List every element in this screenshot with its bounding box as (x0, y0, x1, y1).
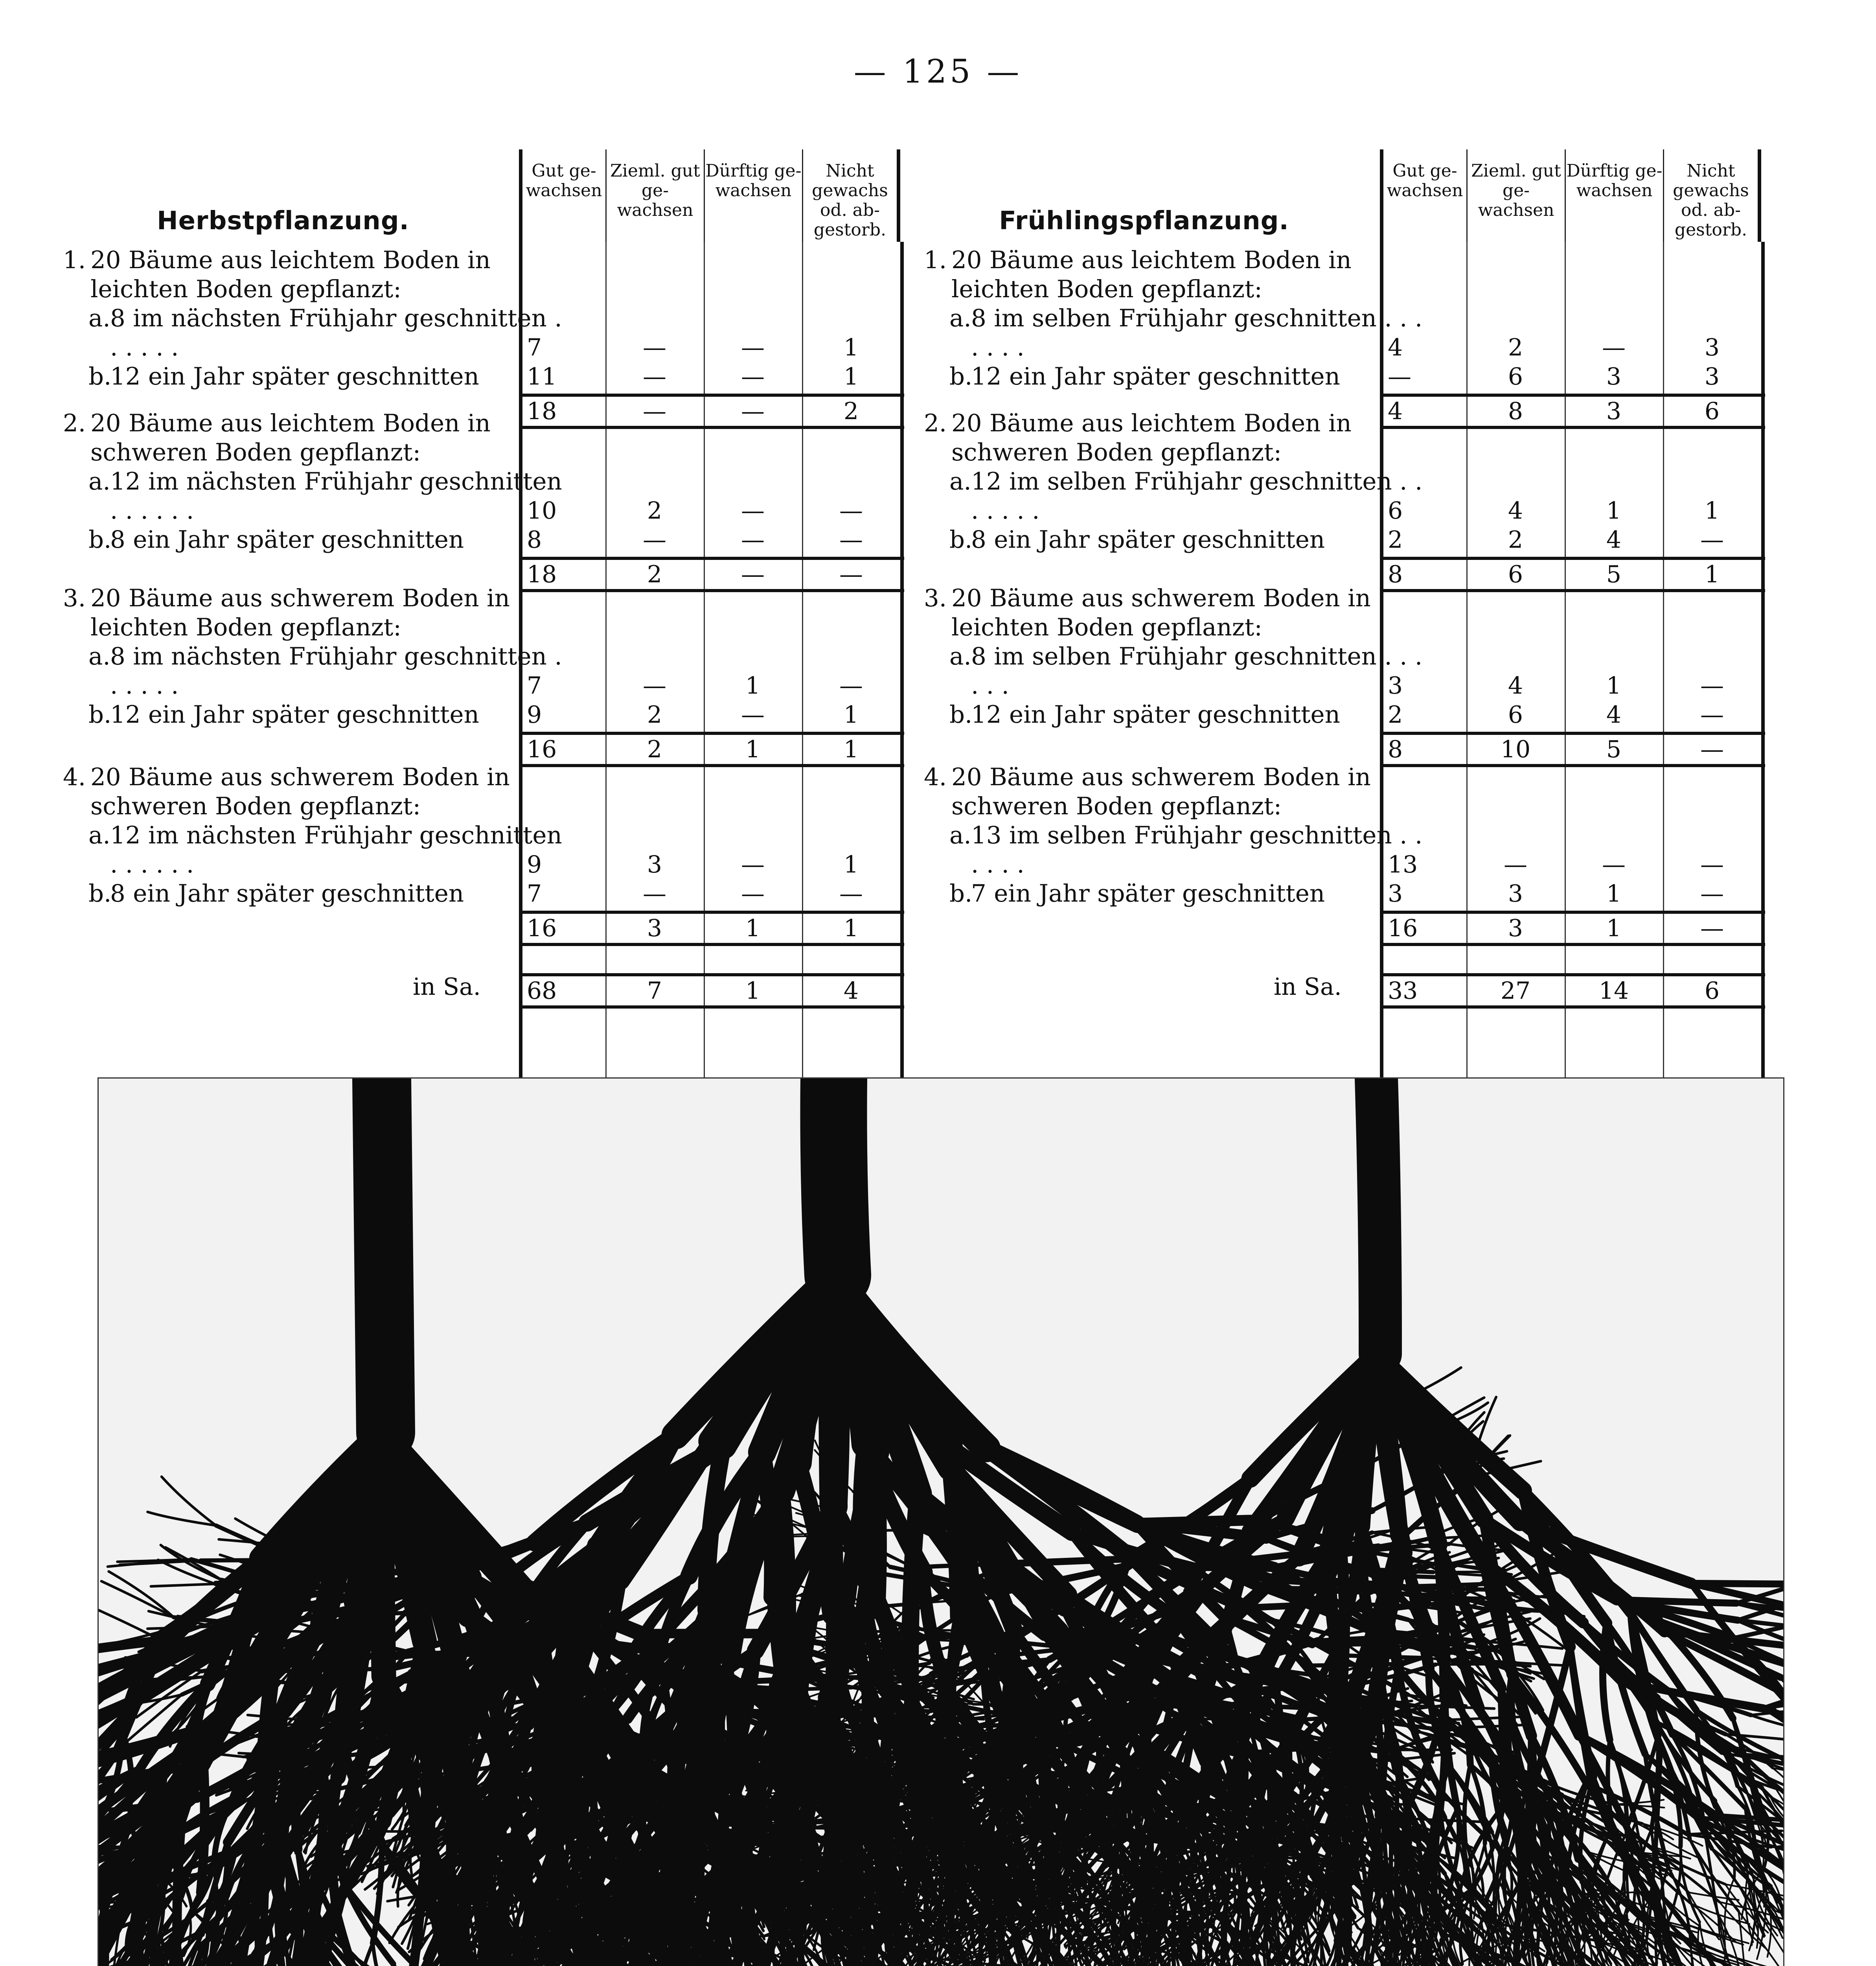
table-group (51, 584, 904, 763)
table-cell: 6 (1508, 363, 1523, 390)
group-text: 20 Bäume aus schwerem Boden in schweren Boden gepflanzt: (951, 763, 1371, 820)
table-cell: 3 (1606, 363, 1622, 390)
table-cell: 4 (1508, 672, 1523, 700)
table-cell: 6 (1388, 497, 1403, 525)
table-cell: — (839, 526, 863, 554)
table-cell: — (741, 363, 765, 390)
table-heading: Herbstpflanzung. (157, 206, 409, 236)
row-values (519, 850, 904, 879)
table-cell: 8 (527, 526, 542, 554)
sum-cell: 2 (843, 398, 859, 425)
sum-cell: 4 (1388, 398, 1403, 425)
row-label: b. (88, 880, 112, 908)
table-cell: 3 (647, 851, 662, 878)
table-cell: 3 (1704, 334, 1720, 361)
table-cell: 2 (1508, 526, 1523, 554)
sum-cell: 10 (1500, 736, 1531, 763)
group-sum-row (1380, 911, 1765, 946)
total-cell: 7 (647, 977, 662, 1005)
row-text: 12 ein Jahr später geschnitten (971, 701, 1340, 729)
table-cell: 1 (843, 701, 859, 729)
table-group (51, 409, 904, 588)
table-group (912, 584, 1765, 763)
row-description (51, 700, 574, 729)
group-sum-row (519, 732, 904, 767)
sum-cell: — (741, 398, 765, 425)
group-title (51, 409, 554, 467)
row-text: 7 ein Jahr später geschnitten (971, 880, 1325, 908)
root-stroke (109, 1572, 174, 1617)
row-values (519, 879, 904, 908)
row-text: 12 ein Jahr später geschnitten (110, 363, 479, 390)
row-text: 8 im selben Frühjahr geschnitten . . . . . . (971, 642, 1423, 700)
table-group (912, 409, 1765, 588)
sum-cell: 18 (527, 561, 557, 588)
table-cell: 1 (1606, 672, 1622, 700)
row-label: b. (949, 880, 973, 908)
group-title (912, 584, 1415, 642)
root-stroke (336, 1613, 406, 1615)
row-description (912, 700, 1435, 729)
col-header-ziemlich: Zieml. gut ge- wachsen (1466, 149, 1565, 242)
table-cell: — (741, 497, 765, 525)
total-row (519, 973, 904, 1009)
sum-cell: 16 (527, 915, 557, 942)
group-title (51, 763, 554, 821)
row-description (51, 879, 574, 908)
row-text: 8 ein Jahr später geschnitten (110, 526, 464, 554)
sum-cell: 3 (647, 915, 662, 942)
sum-cell: 2 (647, 561, 662, 588)
sum-cell: — (741, 561, 765, 588)
table-cell: 1 (1704, 497, 1720, 525)
table-cell: 11 (527, 363, 557, 390)
sum-cell: 6 (1704, 398, 1720, 425)
sum-cell: 3 (1508, 915, 1523, 942)
row-text: 12 im nächsten Frühjahr geschnitten . . . . . . (110, 821, 562, 878)
group-text: 20 Bäume aus leichtem Boden in schweren Boden gepflanzt: (90, 409, 491, 466)
table-cell: 3 (1388, 880, 1403, 908)
sum-cell: 1 (745, 915, 761, 942)
total-cell: 4 (843, 977, 859, 1005)
table-cell: 1 (843, 334, 859, 361)
sum-cell: 1 (843, 915, 859, 942)
group-title (51, 246, 554, 304)
row-description (912, 525, 1435, 554)
group-number: 4. (924, 763, 947, 791)
table-cell: 1 (745, 672, 761, 700)
table-cell: 3 (1508, 880, 1523, 908)
row-values (1380, 850, 1765, 879)
root-system-photograph (97, 1077, 1784, 1966)
root-stroke (679, 1706, 683, 1797)
row-description (51, 362, 574, 391)
sum-cell: 6 (1508, 561, 1523, 588)
group-title (912, 763, 1415, 821)
sum-cell: 16 (1388, 915, 1418, 942)
row-description (51, 304, 574, 362)
row-text: 8 ein Jahr später geschnitten (971, 526, 1325, 554)
table-cell: — (741, 526, 765, 554)
table-group (51, 763, 904, 942)
row-values (1380, 496, 1765, 525)
row-description (51, 467, 574, 525)
table-cell: 9 (527, 851, 542, 878)
group-text: 20 Bäume aus schwerem Boden in schweren Boden gepflanzt: (90, 763, 510, 820)
table-cell: 4 (1388, 334, 1403, 361)
group-text: 20 Bäume aus schwerem Boden in leichten Boden gepflanzt: (90, 584, 510, 641)
total-row (1380, 973, 1765, 1009)
table-cell: 3 (1388, 672, 1403, 700)
col-header-gut: Gut ge- wachsen (519, 149, 605, 242)
row-text: 8 im nächsten Frühjahr geschnitten . . . . . . (110, 304, 562, 361)
group-title (912, 409, 1415, 467)
row-description (912, 879, 1435, 908)
row-label: b. (88, 526, 112, 554)
row-values (1380, 671, 1765, 700)
total-cell: 27 (1500, 977, 1531, 1005)
table-cell: 1 (843, 851, 859, 878)
col-header-nicht: Nicht gewachs od. ab- gestorb. (1663, 149, 1761, 242)
row-values (519, 700, 904, 729)
row-text: 8 im nächsten Frühjahr geschnitten . . . . . . (110, 642, 562, 700)
sum-cell: 2 (647, 736, 662, 763)
sum-cell: 1 (745, 736, 761, 763)
sum-cell: 1 (1606, 915, 1622, 942)
table-cell: 2 (647, 497, 662, 525)
total-cell: 14 (1598, 977, 1629, 1005)
group-number: 3. (63, 584, 86, 612)
table-group (51, 246, 904, 425)
table-cell: — (643, 526, 666, 554)
table-cell: 4 (1606, 701, 1622, 729)
table-cell: — (839, 497, 863, 525)
sum-cell: 3 (1606, 398, 1622, 425)
group-number: 2. (63, 409, 86, 437)
col-header-duerftig: Dürftig ge- wachsen (1565, 149, 1663, 242)
root-stroke (393, 1964, 424, 1966)
row-description (51, 821, 574, 879)
row-text: 12 im nächsten Frühjahr geschnitten . . . . . . (110, 468, 562, 525)
total-label: in Sa. (1274, 973, 1342, 1001)
group-number: 1. (924, 246, 947, 274)
row-description (51, 642, 574, 700)
row-label: b. (88, 363, 112, 390)
table-cell: — (643, 672, 666, 700)
table-cell: 10 (527, 497, 557, 525)
row-values (519, 671, 904, 700)
row-values (1380, 700, 1765, 729)
row-label: a. (949, 642, 971, 670)
table-cell: 7 (527, 334, 542, 361)
group-sum-row (1380, 732, 1765, 767)
group-text: 20 Bäume aus schwerem Boden in leichten Boden gepflanzt: (951, 584, 1371, 641)
group-number: 4. (63, 763, 86, 791)
table-cell: 2 (1508, 334, 1523, 361)
row-label: a. (88, 642, 110, 670)
col-header-gut: Gut ge- wachsen (1380, 149, 1466, 242)
table-cell: — (1602, 334, 1626, 361)
table-cell: — (1602, 851, 1626, 878)
roots-illustration (99, 1079, 1783, 1966)
group-number: 1. (63, 246, 86, 274)
table-cell: 2 (1388, 526, 1403, 554)
table-cell: 6 (1508, 701, 1523, 729)
sum-cell: — (1700, 915, 1724, 942)
root-stroke (382, 1079, 386, 1432)
table-cell: — (1700, 851, 1724, 878)
root-stroke (482, 1644, 585, 1646)
col-header-ziemlich: Zieml. gut ge- wachsen (605, 149, 704, 242)
row-values (1380, 333, 1765, 362)
total-cell: 33 (1388, 977, 1418, 1005)
table-cell: 13 (1388, 851, 1418, 878)
table-group (912, 246, 1765, 425)
row-label: a. (949, 468, 971, 495)
row-text: 13 im selben Frühjahr geschnitten . . . . . . (971, 821, 1423, 878)
root-stroke (197, 1670, 256, 1671)
total-cell: 6 (1704, 977, 1720, 1005)
table-cell: 1 (1606, 497, 1622, 525)
row-text: 12 ein Jahr später geschnitten (971, 363, 1340, 390)
group-text: 20 Bäume aus leichtem Boden in schweren Boden gepflanzt: (951, 409, 1352, 466)
table-cell: — (1504, 851, 1527, 878)
table-cell: — (1700, 672, 1724, 700)
sum-cell: 5 (1606, 561, 1622, 588)
table-cell: — (643, 363, 666, 390)
table-cell: — (1388, 363, 1411, 390)
table-cell: 2 (647, 701, 662, 729)
sum-cell: 18 (527, 398, 557, 425)
group-title (912, 246, 1415, 304)
sum-cell: 1 (1704, 561, 1720, 588)
row-label: a. (88, 821, 110, 849)
table-cell: 7 (527, 672, 542, 700)
table-cell: 2 (1388, 701, 1403, 729)
table-cell: — (1700, 701, 1724, 729)
group-text: 20 Bäume aus leichtem Boden in leichten Boden gepflanzt: (90, 246, 491, 303)
table-cell: — (839, 672, 863, 700)
row-description (912, 642, 1435, 700)
table-cell: — (839, 880, 863, 908)
table-cell: 1 (843, 363, 859, 390)
row-description (912, 821, 1435, 879)
row-description (912, 467, 1435, 525)
row-text: 8 im selben Frühjahr geschnitten . . . . . . . (971, 304, 1423, 361)
row-label: b. (949, 526, 973, 554)
row-text: 12 ein Jahr später geschnitten (110, 701, 479, 729)
total-cell: 1 (745, 977, 761, 1005)
table-cell: — (643, 880, 666, 908)
row-label: a. (88, 468, 110, 495)
row-label: a. (949, 821, 971, 849)
col-header-duerftig: Dürftig ge- wachsen (704, 149, 802, 242)
sum-cell: — (643, 398, 666, 425)
sum-cell: 8 (1388, 561, 1403, 588)
sum-cell: 8 (1508, 398, 1523, 425)
group-number: 3. (924, 584, 947, 612)
total-label: in Sa. (413, 973, 481, 1001)
row-label: b. (88, 701, 112, 729)
table-heading: Frühlingspflanzung. (999, 206, 1289, 236)
table-cell: 7 (527, 880, 542, 908)
col-header-nicht: Nicht gewachs od. ab- gestorb. (802, 149, 900, 242)
row-label: b. (949, 701, 973, 729)
sum-cell: — (1700, 736, 1724, 763)
row-description (912, 362, 1435, 391)
sum-cell: 1 (843, 736, 859, 763)
table-cell: 1 (1606, 880, 1622, 908)
row-values (519, 525, 904, 554)
table-cell: 3 (1704, 363, 1720, 390)
root-stroke (99, 1684, 102, 1690)
row-label: b. (949, 363, 973, 390)
table-cell: — (741, 851, 765, 878)
root-stroke (285, 1585, 401, 1588)
table-cell: — (741, 701, 765, 729)
table-cell: — (741, 880, 765, 908)
row-values (519, 362, 904, 391)
root-stroke (301, 1669, 389, 1671)
table-group (912, 763, 1765, 942)
total-cell: 68 (527, 977, 557, 1005)
group-title (51, 584, 554, 642)
sum-cell: — (839, 561, 863, 588)
row-values (1380, 525, 1765, 554)
sum-cell: 8 (1388, 736, 1403, 763)
table-cell: 4 (1606, 526, 1622, 554)
root-stroke (151, 1584, 215, 1586)
group-sum-row (519, 911, 904, 946)
page-number: — 125 — (853, 53, 1023, 90)
row-description (912, 304, 1435, 362)
row-text: 12 im selben Frühjahr geschnitten . . . . . . . (971, 468, 1423, 525)
row-text: 8 ein Jahr später geschnitten (110, 880, 464, 908)
row-values (1380, 362, 1765, 391)
row-description (51, 525, 574, 554)
row-values (1380, 879, 1765, 908)
table-cell: — (741, 334, 765, 361)
table-cell: — (1700, 880, 1724, 908)
row-label: a. (88, 304, 110, 332)
row-values (519, 496, 904, 525)
sum-cell: 16 (527, 736, 557, 763)
sum-cell: 5 (1606, 736, 1622, 763)
table-cell: 4 (1508, 497, 1523, 525)
table-cell: — (1700, 526, 1724, 554)
table-cell: — (643, 334, 666, 361)
row-label: a. (949, 304, 971, 332)
group-text: 20 Bäume aus leichtem Boden in leichten Boden gepflanzt: (951, 246, 1352, 303)
table-cell: 9 (527, 701, 542, 729)
group-number: 2. (924, 409, 947, 437)
row-values (519, 333, 904, 362)
root-stroke (834, 1079, 838, 1275)
